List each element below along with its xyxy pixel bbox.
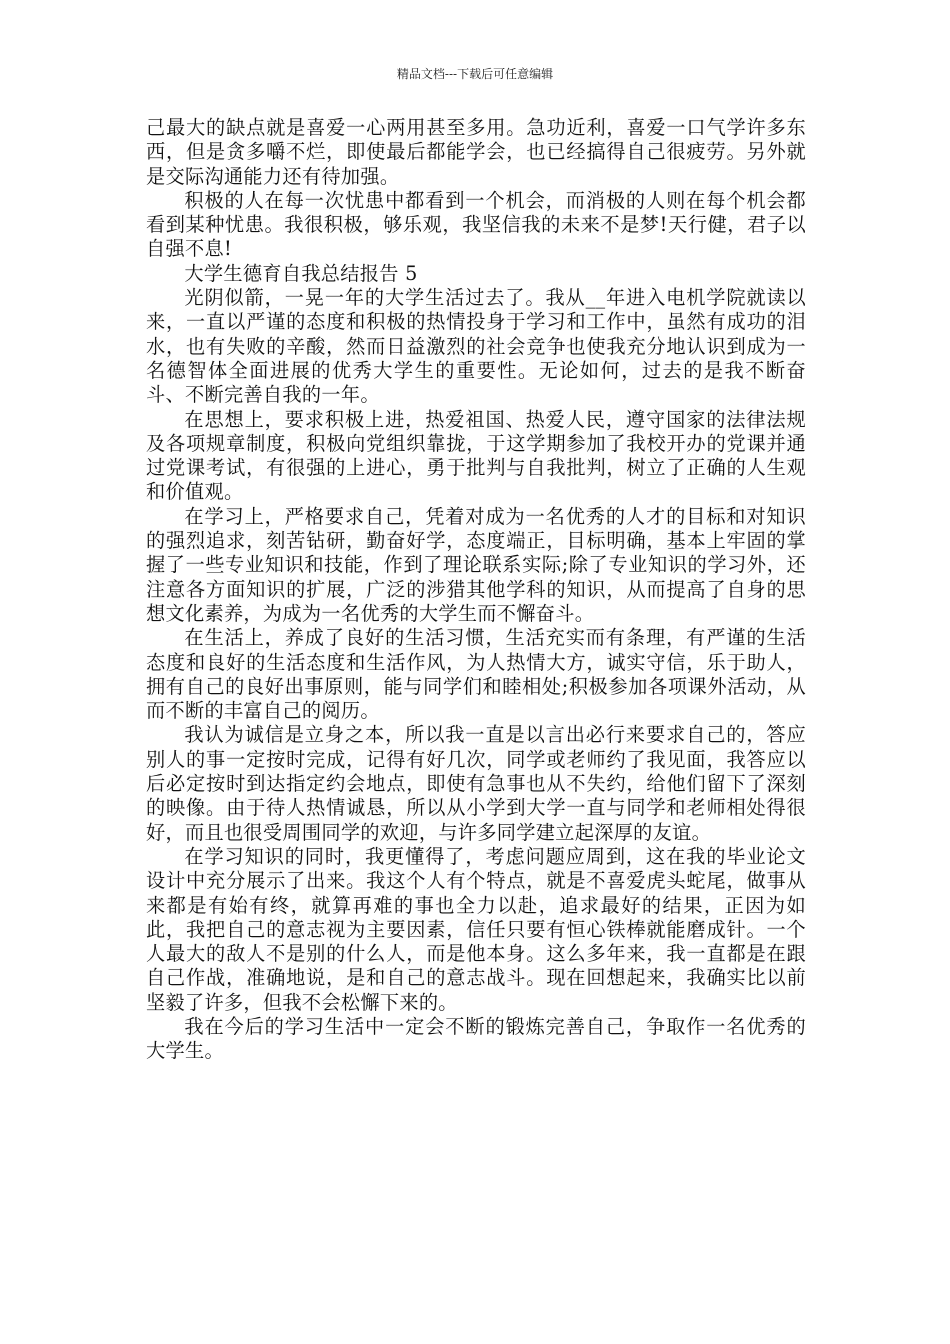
paragraph-6: 在生活上，养成了良好的生活习惯，生活充实而有条理，有严谨的生活态度和良好的生活态度和生活作风，为人热情大方，诚实守信，乐于助人，拥有自己的良好出事原则，能与同学们和睦相处;积极参加各项课外活动，从而不断的丰富自己的阅历。 (146, 626, 806, 723)
paragraph-7: 我认为诚信是立身之本，所以我一直是以言出必行来要求自己的，答应别人的事一定按时完成，记得有好几次，同学或老师约了我见面，我答应以后必定按时到达指定约会地点，即使有急事也从不失约，给他们留下了深刻的映像。由于待人热情诚恳，所以从小学到大学一直与同学和老师相处得很好，而且也很受周围同学的欢迎，与许多同学建立起深厚的友谊。 (146, 723, 806, 844)
paragraph-2: 积极的人在每一次忧患中都看到一个机会，而消极的人则在每个机会都看到某种忧患。我很积极，够乐观，我坚信我的未来不是梦!天行健，君子以自强不息! (146, 188, 806, 261)
paragraph-8: 在学习知识的同时，我更懂得了，考虑问题应周到，这在我的毕业论文设计中充分展示了出来。我这个人有个特点，就是不喜爱虎头蛇尾，做事从来都是有始有终，就算再难的事也全力以赴，追求最好的结果，正因为如此，我把自己的意志视为主要因素，信任只要有恒心铁棒就能磨成针。一个人最大的敌人不是别的什么人，而是他本身。这么多年来，我一直都是在跟自己作战，准确地说，是和自己的意志战斗。现在回想起来，我确实比以前坚毅了许多，但我不会松懈下来的。 (146, 844, 806, 1014)
paragraph-3: 光阴似箭，一晃一年的大学生活过去了。我从__年进入电机学院就读以来，一直以严谨的态度和积极的热情投身于学习和工作中，虽然有成功的泪水，也有失败的辛酸，然而日益激烈的社会竞争也使我充分地认识到成为一名德智体全面进展的优秀大学生的重要性。无论如何，过去的是我不断奋斗、不断完善自我的一年。 (146, 286, 806, 407)
document-body (146, 116, 806, 1064)
paragraph-5: 在学习上，严格要求自己，凭着对成为一名优秀的人才的目标和对知识的强烈追求，刻苦钻研，勤奋好学，态度端正，目标明确，基本上牢固的掌握了一些专业知识和技能，作到了理论联系实际;除了专业知识的学习外，还注意各方面知识的扩展，广泛的涉猎其他学科的知识，从而提高了自身的思想文化素养，为成为一名优秀的大学生而不懈奋斗。 (146, 504, 806, 625)
page-header: 精品文档---下载后可任意编辑 (396, 67, 554, 81)
section-heading: 大学生德育自我总结报告 5 (184, 261, 418, 285)
paragraph-4: 在思想上，要求积极上进，热爱祖国、热爱人民，遵守国家的法律法规及各项规章制度，积极向党组织靠拢，于这学期参加了我校开办的党课并通过党课考试，有很强的上进心，勇于批判与自我批判，树立了正确的人生观和价值观。 (146, 407, 806, 504)
paragraph-9: 我在今后的学习生活中一定会不断的锻炼完善自己，争取作一名优秀的大学生。 (146, 1014, 806, 1063)
paragraph-1: 己最大的缺点就是喜爱一心两用甚至多用。急功近利，喜爱一口气学许多东西，但是贪多嚼不烂，即使最后都能学会，也已经搞得自己很疲劳。另外就是交际沟通能力还有待加强。 (146, 116, 806, 188)
